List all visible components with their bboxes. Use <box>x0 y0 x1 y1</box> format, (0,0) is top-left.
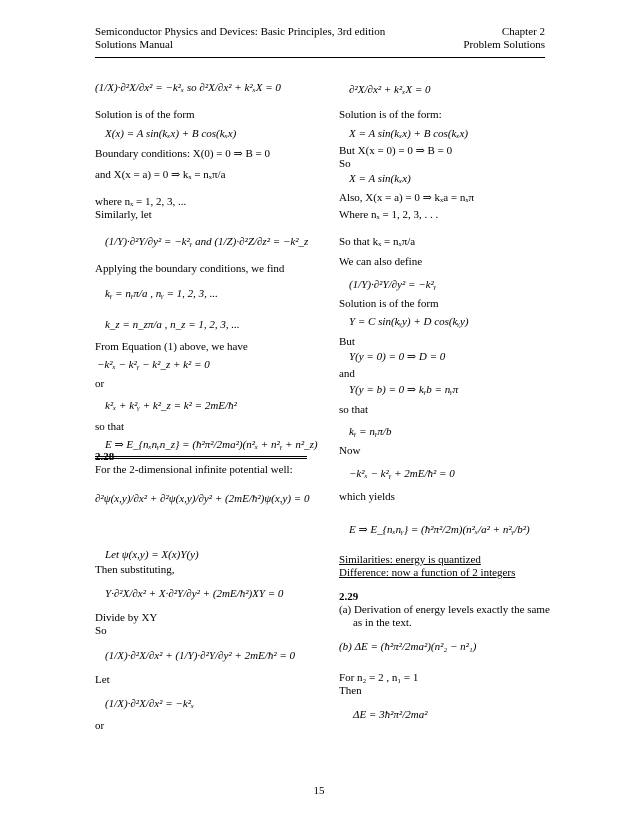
text-line: For n₂ = 2 , n₁ = 1 <box>339 672 419 684</box>
text-line: (a) Derivation of energy levels exactly the same <box>339 604 550 616</box>
text-line: Similarities: energy is quantized <box>339 554 481 566</box>
equation-line: (1/X)·∂²X/∂x² = −k²ₓ <box>105 698 195 710</box>
text-line: Then substituting, <box>95 564 175 576</box>
equation-line: k_z = n_zπ/a , n_z = 1, 2, 3, ... <box>105 319 240 331</box>
text-line: We can also define <box>339 256 423 268</box>
text-line: For the 2-dimensional infinite potential well: <box>95 464 293 476</box>
manual-label: Solutions Manual <box>95 39 173 51</box>
equation-line: kᵧ = nᵧπ/a , nᵧ = 1, 2, 3, ... <box>105 288 218 300</box>
text-line: Solution is of the form: <box>339 109 442 121</box>
text-line: Solution is of the form <box>95 109 195 121</box>
equation-line: (1/Y)·∂²Y/∂y² = −k²ᵧ and (1/Z)·∂²Z/∂z² = −k²_z <box>105 236 309 248</box>
section-rule <box>95 458 307 459</box>
text-line: But X(x = 0) = 0 ⇒ B = 0 <box>339 145 453 157</box>
chapter-label: Chapter 2 <box>501 26 545 38</box>
text-line: Let <box>95 674 110 686</box>
equation-line: E ⇒ E_{nₓnᵧn_z} = (ħ²π²/2ma²)(n²ₓ + n²ᵧ + n²_z) <box>105 439 318 451</box>
equation-line: ΔE = 3ħ²π²/2ma² <box>353 709 428 721</box>
page-number: 15 <box>313 785 325 797</box>
text-line: Then <box>339 685 362 697</box>
text-line: Similarly, let <box>95 209 152 221</box>
text-line: so that <box>95 421 125 433</box>
running-header-left <box>95 26 385 52</box>
equation-line: −k²ₓ − k²ᵧ − k²_z + k² = 0 <box>97 359 210 371</box>
text-line: Also, X(x = a) = 0 ⇒ kₓa = nₓπ <box>339 192 475 204</box>
equation-line: ∂²X/∂x² + k²ₓX = 0 <box>349 84 431 96</box>
equation-line: (1/X)·∂²X/∂x² = −k²ₓ so ∂²X/∂x² + k²ₓX = 0 <box>95 82 281 94</box>
text-line: or <box>95 720 105 732</box>
equation-line: Y(y = 0) = 0 ⇒ D = 0 <box>349 351 446 363</box>
problem-number: 2.28 <box>95 451 115 463</box>
header-rule <box>95 57 545 58</box>
text-line: and <box>339 368 355 380</box>
equation-line: k²ₓ + k²ᵧ + k²_z = k² = 2mE/ħ² <box>105 400 237 412</box>
text-line: so that <box>339 404 369 416</box>
equation-line: X = A sin(kₓx) <box>349 173 411 185</box>
text-line: which yields <box>339 491 395 503</box>
equation-line: −k²ₓ − k²ᵧ + 2mE/ħ² = 0 <box>349 468 455 480</box>
text-line: as in the text. <box>353 617 412 629</box>
text-line: where nₓ = 1, 2, 3, ... <box>95 196 187 208</box>
section-label: Problem Solutions <box>463 39 545 51</box>
problem-number: 2.29 <box>339 591 359 603</box>
running-header-right <box>463 26 545 52</box>
equation-line: (1/X)·∂²X/∂x² + (1/Y)·∂²Y/∂y² + 2mE/ħ² = 0 <box>105 650 296 662</box>
text-line: and X(x = a) = 0 ⇒ kₓ = nₓπ/a <box>95 169 226 181</box>
text-line: Divide by XY <box>95 612 158 624</box>
text-line: Where nₓ = 1, 2, 3, . . . <box>339 209 439 221</box>
text-line: or <box>95 378 105 390</box>
equation-line: kᵧ = nᵧπ/b <box>349 426 392 438</box>
equation-line: E ⇒ E_{nₓnᵧ} = (ħ²π²/2m)(n²ₓ/a² + n²ᵧ/b²) <box>349 524 530 536</box>
text-line: So <box>339 158 351 170</box>
text-line: From Equation (1) above, we have <box>95 341 248 353</box>
text-line: But <box>339 336 355 348</box>
equation-line: Let ψ(x,y) = X(x)Y(y) <box>105 549 199 561</box>
text-line: So <box>95 625 107 637</box>
equation-line: X = A sin(kₓx) + B cos(kₓx) <box>349 128 469 140</box>
text-line: Solution is of the form <box>339 298 439 310</box>
book-title: Semiconductor Physics and Devices: Basic Principles, 3rd edition <box>95 26 386 38</box>
text-line: Applying the boundary conditions, we find <box>95 263 285 275</box>
text-line: Difference: now a function of 2 integers <box>339 567 516 579</box>
section-rule <box>95 456 307 457</box>
text-line: Boundary conditions: X(0) = 0 ⇒ B = 0 <box>95 148 271 160</box>
equation-line: X(x) = A sin(kₓx) + B cos(kₓx) <box>105 128 237 140</box>
equation-line: Y = C sin(kᵧy) + D cos(kᵧy) <box>349 316 469 328</box>
text-line: So that kₓ = nₓπ/a <box>339 236 416 248</box>
text-line: Now <box>339 445 361 457</box>
equation-line: Y(y = b) = 0 ⇒ kᵧb = nᵧπ <box>349 384 459 396</box>
equation-line: Y·∂²X/∂x² + X·∂²Y/∂y² + (2mE/ħ²)XY = 0 <box>105 588 284 600</box>
equation-line: (1/Y)·∂²Y/∂y² = −k²ᵧ <box>349 279 437 291</box>
equation-line: ∂²ψ(x,y)/∂x² + ∂²ψ(x,y)/∂y² + (2mE/ħ²)ψ(x,y) = 0 <box>95 493 310 505</box>
equation-line: (b) ΔE = (ħ²π²/2ma²)(n²₂ − n²₁) <box>339 641 477 653</box>
